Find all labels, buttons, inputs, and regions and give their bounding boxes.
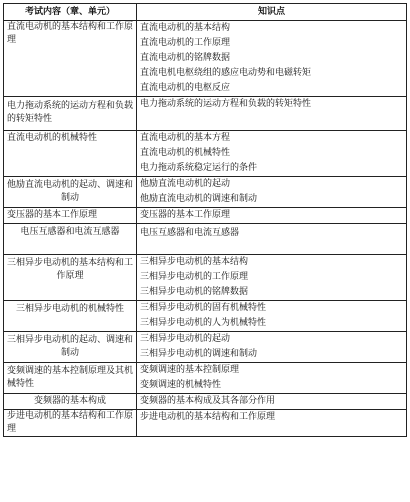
knowledge-point: 直流电机电枢绕组的感应电动势和电磁转矩 bbox=[140, 68, 312, 78]
table-row bbox=[4, 224, 407, 255]
table-row bbox=[4, 208, 407, 224]
topic-text: 他励直流电动机的起动、调速和制动 bbox=[7, 180, 134, 203]
points-cell bbox=[137, 394, 407, 410]
table-row bbox=[4, 177, 407, 208]
table-row bbox=[4, 301, 407, 332]
knowledge-point: 电力拖动系统稳定运行的条件 bbox=[140, 163, 258, 173]
table-row bbox=[4, 363, 407, 394]
table-row bbox=[4, 255, 407, 301]
knowledge-point: 三相异步电动机的起动 bbox=[140, 334, 231, 344]
topic-text: 变压器的基本工作原理 bbox=[7, 210, 98, 220]
table-row bbox=[4, 394, 407, 410]
knowledge-point: 直流电动机的机械特性 bbox=[140, 148, 231, 158]
points-cell bbox=[137, 410, 407, 437]
topic-cell bbox=[4, 332, 137, 363]
points-cell bbox=[137, 255, 407, 301]
points-cell bbox=[137, 131, 407, 177]
topic-cell bbox=[4, 21, 137, 97]
points-cell bbox=[137, 363, 407, 394]
header-knowledge: 知识点 bbox=[137, 4, 407, 21]
topic-text: 直流电动机的基本结构和工作原理 bbox=[7, 22, 134, 45]
header-content: 考试内容（章、单元） bbox=[4, 4, 137, 21]
knowledge-point: 三相异步电动机的铭牌数据 bbox=[140, 287, 249, 297]
knowledge-point: 直流电动机的基本方程 bbox=[140, 133, 231, 143]
topic-text: 三相异步电动机的起动、调速和制动 bbox=[7, 335, 134, 358]
points-cell bbox=[137, 208, 407, 224]
knowledge-point: 直流电动机的电枢反应 bbox=[140, 83, 231, 93]
topic-cell bbox=[4, 208, 137, 224]
knowledge-point: 变频调速的机械特性 bbox=[140, 380, 222, 390]
knowledge-point: 变频调速的基本控制原理 bbox=[140, 365, 240, 375]
knowledge-point: 三相异步电动机的基本结构 bbox=[140, 257, 249, 267]
table-row bbox=[4, 97, 407, 131]
knowledge-point: 他励直流电动机的起动 bbox=[140, 179, 231, 189]
topic-cell bbox=[4, 97, 137, 131]
knowledge-point: 他励直流电动机的调速和制动 bbox=[140, 194, 258, 204]
topic-cell bbox=[4, 363, 137, 394]
topic-cell bbox=[4, 224, 137, 255]
topic-text: 三相异步电动机的基本结构和工作原理 bbox=[7, 258, 134, 281]
topic-cell bbox=[4, 177, 137, 208]
syllabus-table bbox=[3, 3, 407, 437]
points-cell bbox=[137, 301, 407, 332]
topic-text: 变频调速的基本控制原理及其机械特性 bbox=[7, 366, 134, 389]
topic-cell bbox=[4, 301, 137, 332]
table-row bbox=[4, 410, 407, 437]
topic-cell bbox=[4, 410, 137, 437]
topic-cell bbox=[4, 131, 137, 177]
table-row bbox=[4, 332, 407, 363]
knowledge-point: 变频器的基本构成及其各部分作用 bbox=[140, 396, 276, 406]
topic-cell bbox=[4, 394, 137, 410]
points-cell bbox=[137, 332, 407, 363]
knowledge-point: 直流电动机的铭牌数据 bbox=[140, 53, 231, 63]
table-row bbox=[4, 21, 407, 97]
knowledge-point: 直流电动机的基本结构 bbox=[140, 23, 231, 33]
points-cell bbox=[137, 177, 407, 208]
points-cell bbox=[137, 21, 407, 97]
knowledge-point: 电力拖动系统的运动方程和负载的转矩特性 bbox=[140, 99, 312, 109]
knowledge-point: 三相异步电动机的人为机械特性 bbox=[140, 318, 267, 328]
knowledge-point: 三相异步电动机的调速和制动 bbox=[140, 349, 258, 359]
knowledge-point: 变压器的基本工作原理 bbox=[140, 210, 231, 220]
topic-cell bbox=[4, 255, 137, 301]
points-cell bbox=[137, 224, 407, 255]
table-row bbox=[4, 131, 407, 177]
points-cell bbox=[137, 97, 407, 131]
topic-text: 电压互感器和电流互感器 bbox=[20, 227, 120, 237]
header-row bbox=[4, 4, 407, 21]
topic-text: 变频器的基本构成 bbox=[33, 396, 106, 406]
knowledge-point: 三相异步电动机的固有机械特性 bbox=[140, 303, 267, 313]
topic-text: 直流电动机的机械特性 bbox=[7, 133, 98, 143]
topic-text: 三相异步电动机的机械特性 bbox=[15, 304, 124, 314]
knowledge-point: 步进电动机的基本结构和工作原理 bbox=[140, 412, 276, 422]
topic-text: 电力拖动系统的运动方程和负载的转矩特性 bbox=[7, 101, 134, 124]
knowledge-point: 三相异步电动机的工作原理 bbox=[140, 272, 249, 282]
knowledge-point: 直流电动机的工作原理 bbox=[140, 38, 231, 48]
topic-text: 步进电动机的基本结构和工作原理 bbox=[7, 411, 134, 434]
knowledge-point: 电压互感器和电流互感器 bbox=[140, 228, 240, 238]
